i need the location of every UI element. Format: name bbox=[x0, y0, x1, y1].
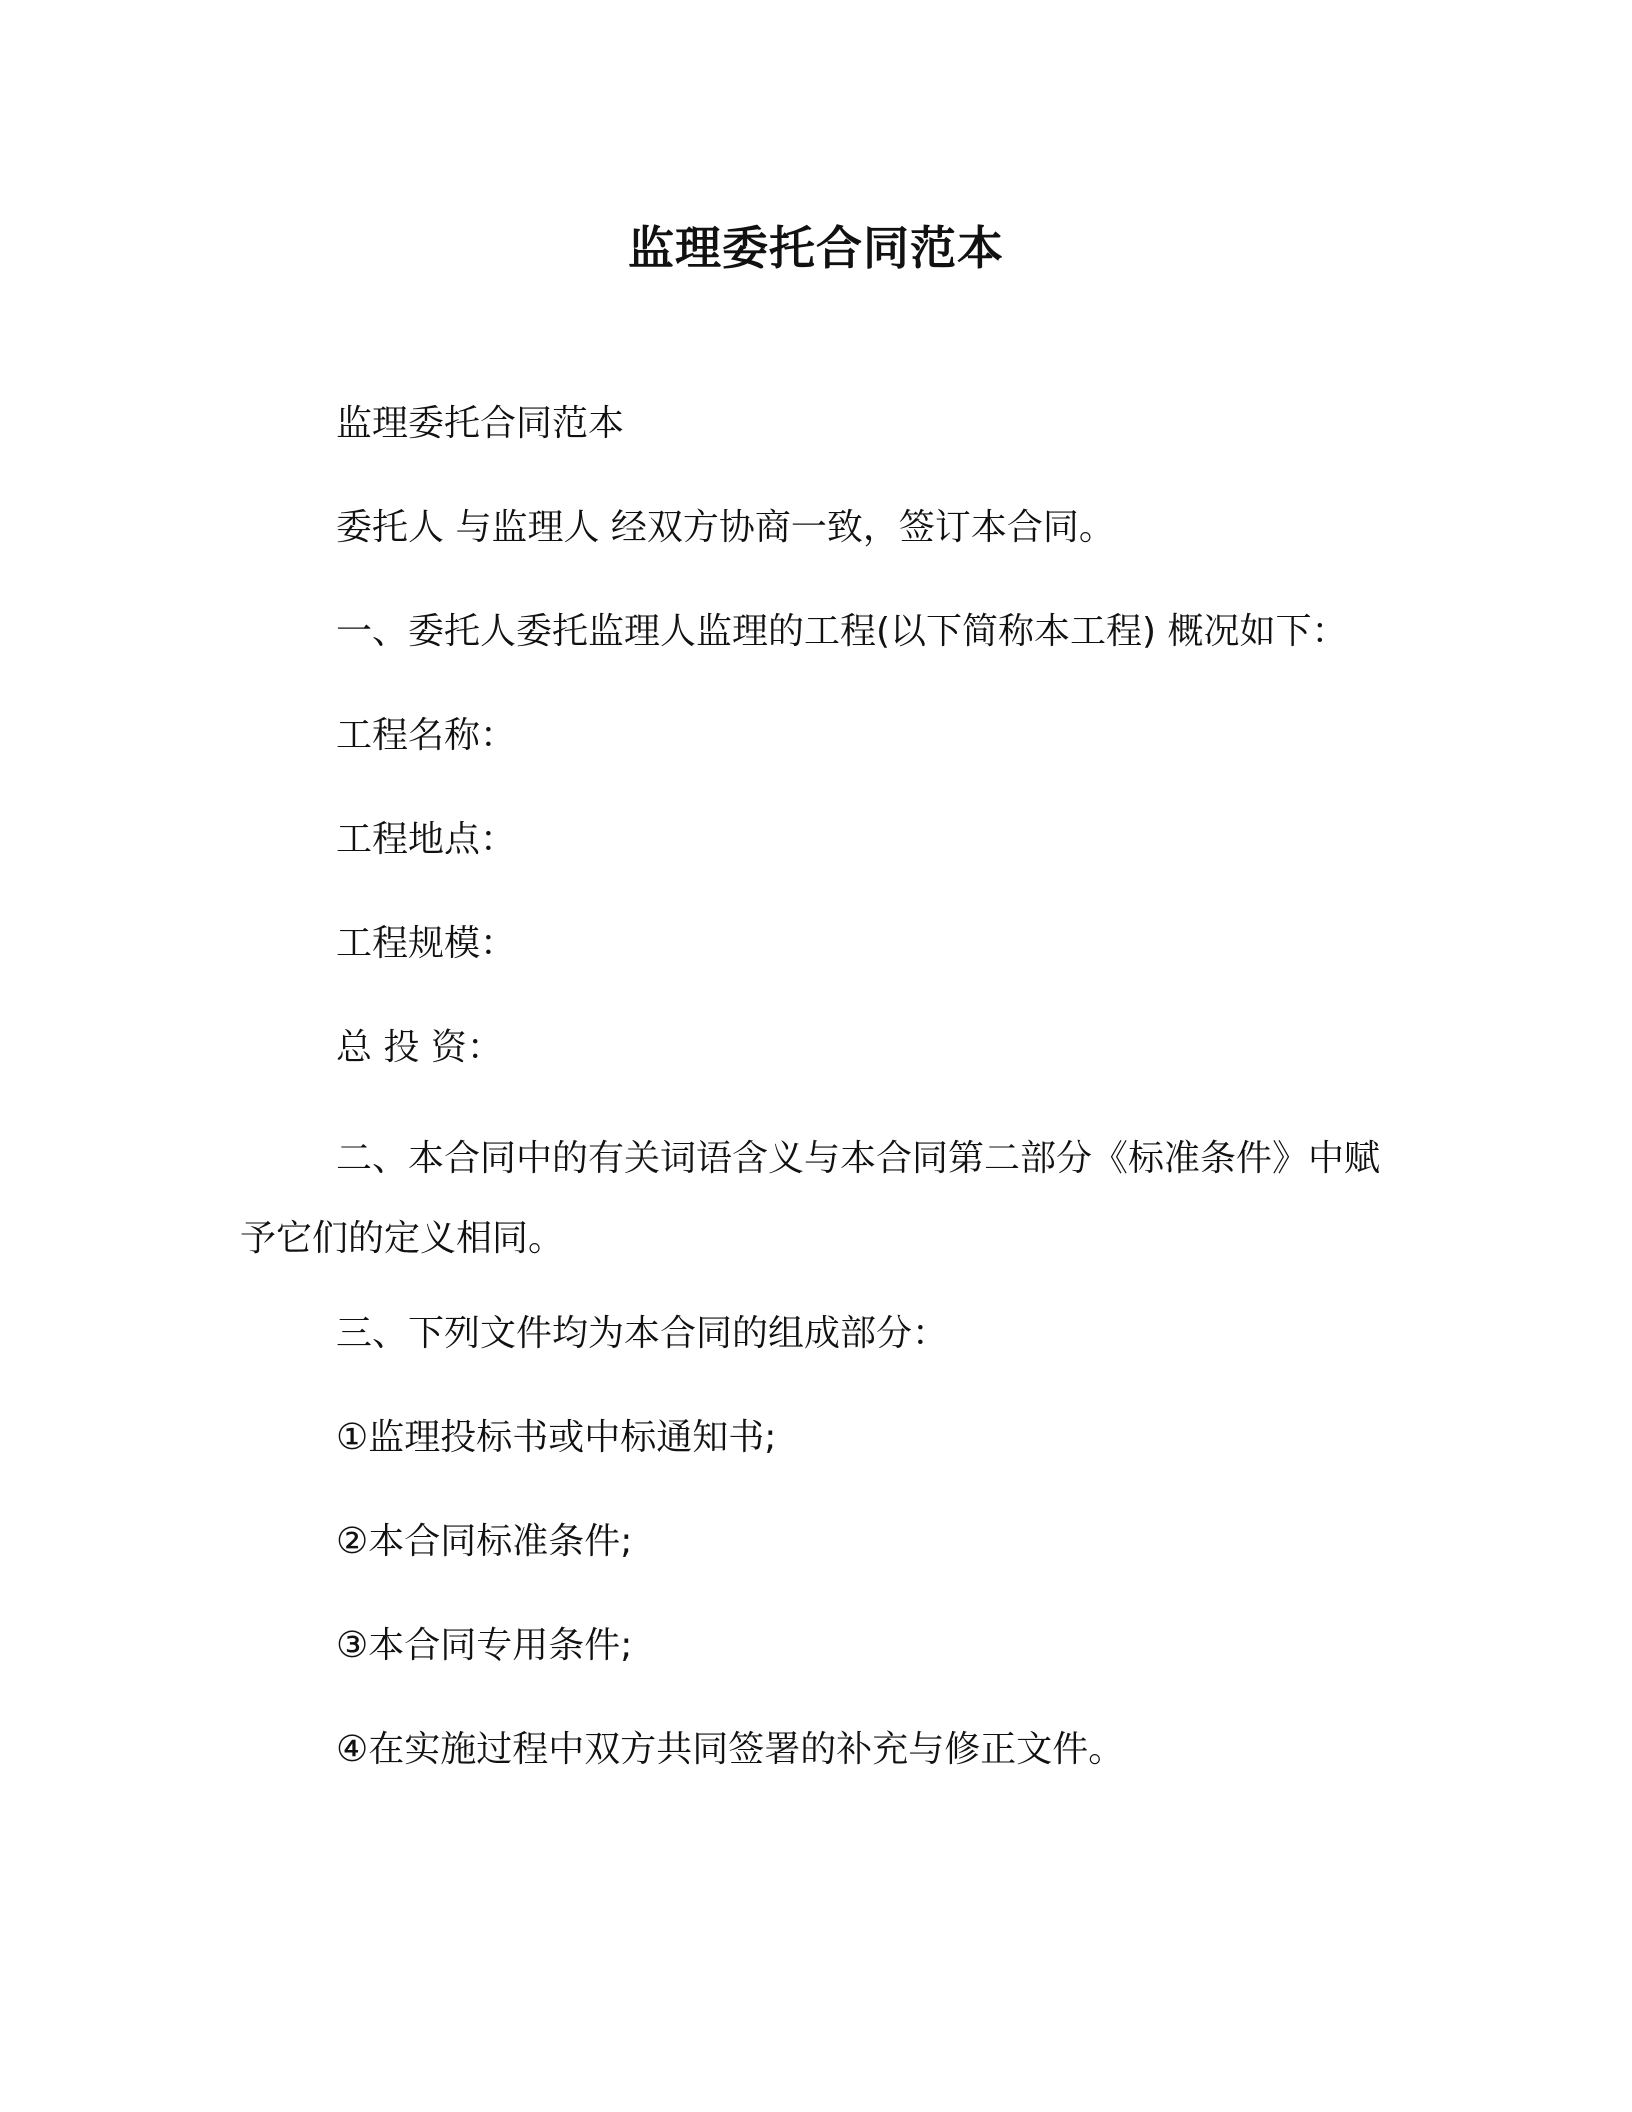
total-investment-field: 总 投 资： bbox=[336, 1027, 503, 1068]
section-three-heading: 三、下列文件均为本合同的组成部分： bbox=[336, 1313, 949, 1354]
document-title: 监理委托合同范本 bbox=[628, 221, 1004, 275]
list-item: ①监理投标书或中标通知书; bbox=[336, 1417, 777, 1458]
list-item: ③本合同专用条件; bbox=[336, 1625, 633, 1666]
section-two-paragraph: 二、本合同中的有关词语含义与本合同第二部分《标准条件》中赋予它们的定义相同。 bbox=[240, 1138, 1381, 1259]
project-name-field: 工程名称： bbox=[336, 715, 517, 756]
list-item: ②本合同标准条件; bbox=[336, 1521, 633, 1562]
section-one-heading: 一、委托人委托监理人监理的工程(以下简称本工程) 概况如下： bbox=[336, 611, 1348, 652]
contract-parties-paragraph: 委托人 与监理人 经双方协商一致，签订本合同。 bbox=[336, 507, 1115, 548]
project-location-field: 工程地点： bbox=[336, 819, 517, 860]
list-item: ④在实施过程中双方共同签署的补充与修正文件。 bbox=[336, 1729, 1125, 1770]
contract-subtitle: 监理委托合同范本 bbox=[336, 403, 625, 444]
project-scale-field: 工程规模： bbox=[336, 923, 517, 964]
